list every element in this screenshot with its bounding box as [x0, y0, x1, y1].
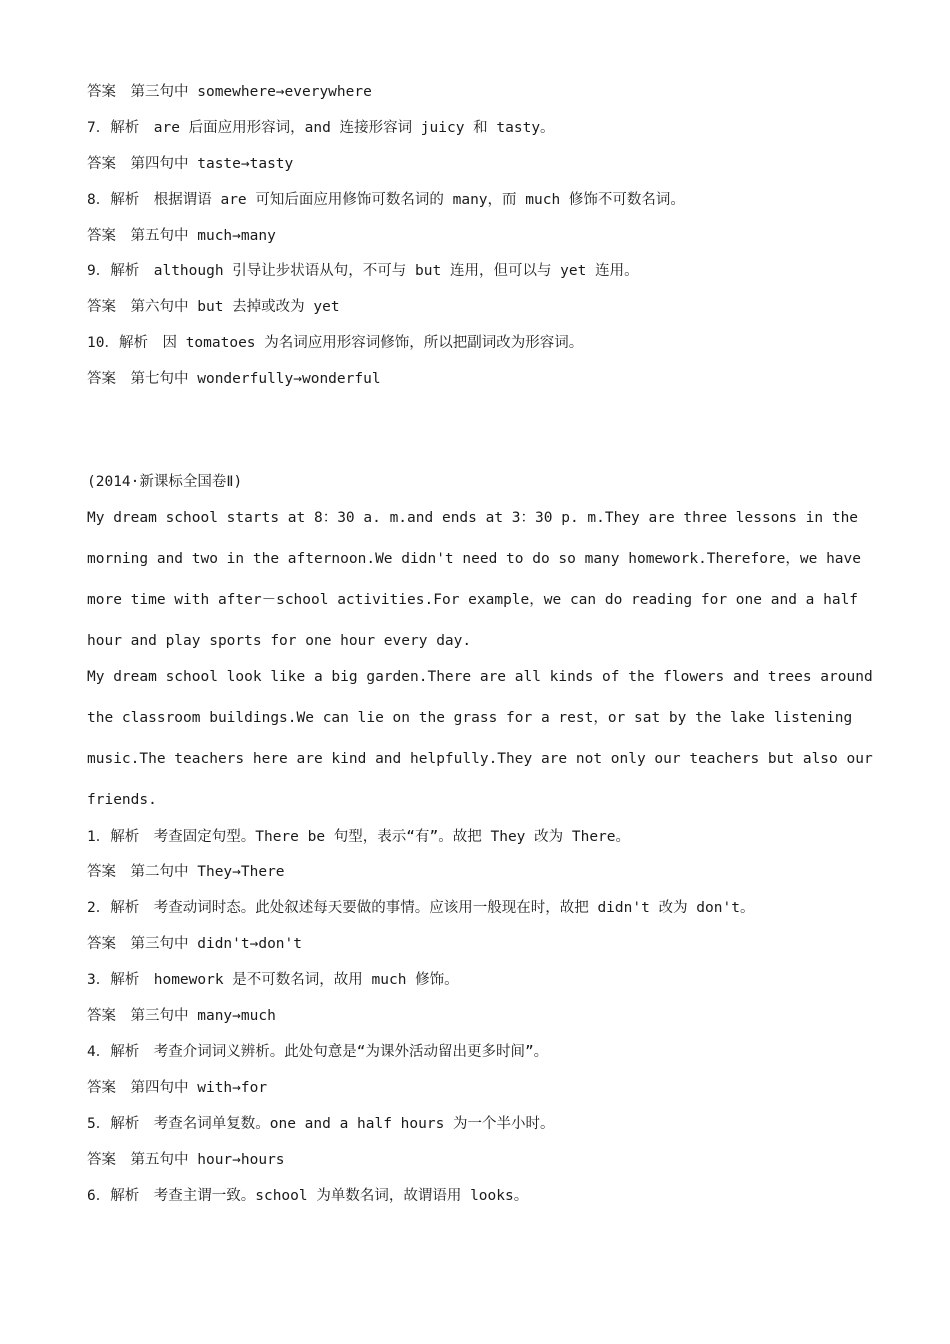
- analysis-line: 6．解析 考查主谓一致。school 为单数名词，故谓语用 looks。: [87, 1188, 529, 1204]
- analysis-line: 3．解析 homework 是不可数名词，故用 much 修饰。: [87, 972, 459, 988]
- answer-line: 答案 第四句中 taste→tasty: [87, 156, 294, 172]
- passage-line: friends.: [87, 792, 157, 808]
- passage-line: My dream school look like a big garden.There are all kinds of the flowers and trees around: [87, 669, 873, 685]
- analysis-line: 5．解析 考查名词单复数。one and a half hours 为一个半小时。: [87, 1116, 555, 1132]
- answer-line: 答案 第五句中 hour→hours: [87, 1152, 285, 1168]
- answer-line: 答案 第三句中 somewhere→everywhere: [87, 84, 372, 100]
- answer-line: 答案 第二句中 They→There: [87, 864, 285, 880]
- answer-line: 答案 第四句中 with→for: [87, 1080, 268, 1096]
- answer-line: 答案 第三句中 didn't→don't: [87, 936, 302, 952]
- analysis-line: 7．解析 are 后面应用形容词，and 连接形容词 juicy 和 tasty。: [87, 120, 555, 136]
- analysis-line: 10．解析 因 tomatoes 为名词应用形容词修饰，所以把副词改为形容词。: [87, 335, 584, 351]
- passage-line: the classroom buildings.We can lie on the grass for a rest，or sat by the lake listening: [87, 710, 853, 726]
- analysis-line: 1．解析 考查固定句型。There be 句型，表示“有”。故把 They 改为 There。: [87, 829, 631, 845]
- source-label: (2014·新课标全国卷Ⅱ): [87, 474, 243, 490]
- analysis-line: 9．解析 although 引导让步状语从句，不可与 but 连用，但可以与 yet 连用。: [87, 263, 639, 279]
- passage-line: music.The teachers here are kind and helpfully.They are not only our teachers but also our: [87, 751, 873, 767]
- analysis-line: 8．解析 根据谓语 are 可知后面应用修饰可数名词的 many，而 much 修饰不可数名词。: [87, 192, 685, 208]
- answer-line: 答案 第五句中 much→many: [87, 228, 276, 244]
- passage-line: more time with after－school activities.For example，we can do reading for one and a half: [87, 592, 859, 608]
- answer-line: 答案 第三句中 many→much: [87, 1008, 276, 1024]
- passage-line: My dream school starts at 8：30 a. m.and ends at 3：30 p. m.They are three lessons in the: [87, 510, 859, 526]
- answer-line: 答案 第七句中 wonderfully→wonderful: [87, 371, 381, 387]
- analysis-line: 4．解析 考查介词词义辨析。此处句意是“为课外活动留出更多时间”。: [87, 1044, 549, 1060]
- answer-line: 答案 第六句中 but 去掉或改为 yet: [87, 299, 340, 315]
- passage-line: hour and play sports for one hour every day.: [87, 633, 472, 649]
- analysis-line: 2．解析 考查动词时态。此处叙述每天要做的事情。应该用一般现在时，故把 didn't 改为 don't。: [87, 900, 755, 916]
- passage-line: morning and two in the afternoon.We didn't need to do so many homework.Therefore，we have: [87, 551, 861, 567]
